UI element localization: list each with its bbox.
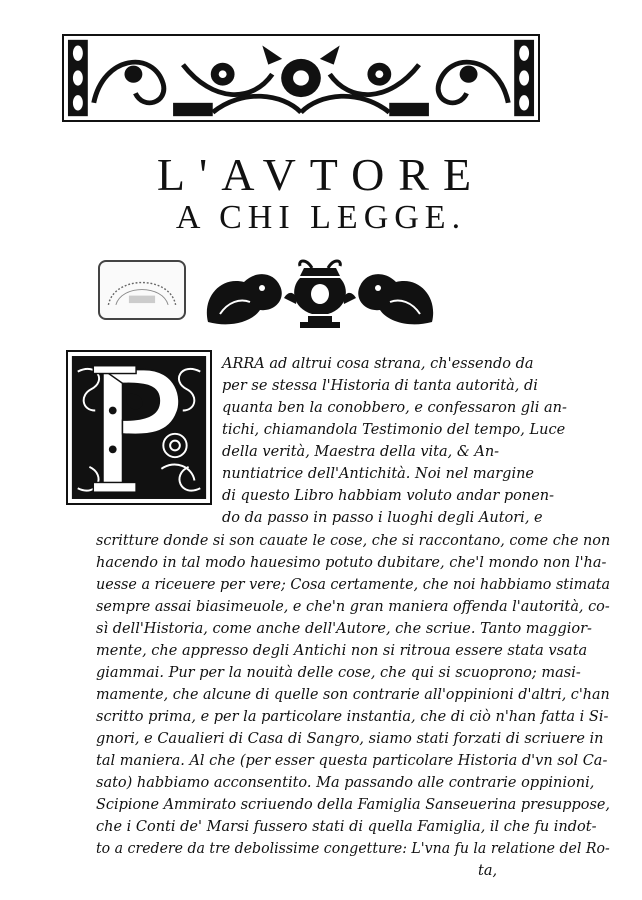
body-line: mente, che appresso degli Antichi non si ritroua essere stata vsata (96, 643, 588, 659)
page-subtitle: A CHI LEGGE. (175, 199, 467, 236)
body-line: sempre assai biasimeuole, e che'n gran maniera offenda l'autorità, co- (96, 599, 610, 615)
body-line: do da passo in passo i luoghi degli Autori, e (222, 510, 543, 526)
body-line: di questo Libro habbiam voluto andar ponen- (222, 488, 555, 504)
body-line: gnori, e Caualieri di Casa di Sangro, siamo stati forzati di scriuere in (96, 731, 604, 747)
body-line: scritture donde si son cauate le cose, che si raccontano, come che non (96, 533, 611, 549)
body-line: sato) habbiamo acconsentito. Ma passando alle contrarie oppinioni, (96, 775, 595, 791)
body-line: quanta ben la conobbero, e confessaron gli an- (222, 400, 567, 416)
body-line: tichi, chiamandola Testimonio del tempo, Luce (222, 422, 566, 438)
body-line: ARRA ad altrui cosa strana, ch'essendo da (222, 356, 534, 372)
urn-griffins-icon (200, 258, 440, 330)
body-line: per se stessa l'Historia di tanta autorità, di (222, 378, 538, 394)
decorated-initial (66, 350, 212, 505)
body-line: hacendo in tal modo hauesimo potuto dubitare, che'l mondo non l'ha- (96, 555, 607, 571)
ornamental-headpiece (62, 34, 540, 122)
library-stamp (98, 260, 186, 320)
library-stamp-icon (100, 262, 184, 318)
catchword: ta, (478, 863, 498, 879)
body-line: che i Conti de' Marsi fussero stati di quella Famiglia, il che fu indot- (96, 819, 597, 835)
body-line: uesse a riceuere per vere; Cosa certamente, che noi habbiamo stimata (96, 577, 611, 593)
body-line: sì dell'Historia, come anche dell'Autore, che scriue. Tanto maggior- (96, 621, 592, 637)
body-line: Scipione Ammirato scriuendo della Famiglia Sanseuerina presuppose, (96, 797, 610, 813)
body-line: scritto prima, e per la particolare instantia, che di ciò n'han fatta i Si- (96, 709, 609, 725)
body-line: tal maniera. Al che (per esser questa particolare Historia d'vn sol Ca- (96, 753, 608, 769)
vignette-ornament (200, 258, 440, 330)
headpiece-woodcut-icon (64, 36, 538, 120)
body-line: mamente, che alcune di quelle son contrarie all'oppinioni d'altri, c'han (96, 687, 610, 703)
body-line: nuntiatrice dell'Antichità. Noi nel margine (222, 466, 535, 482)
body-line: della verità, Maestra della vita, & An- (222, 444, 500, 460)
body-line: to a credere da tre debolissime congetture: L'vna fu la relatione del Ro- (96, 841, 610, 857)
initial-letter-p-icon (68, 352, 210, 503)
page-title: L'AVTORE (156, 149, 486, 200)
body-line: giammai. Pur per la nouità delle cose, che qui si scuoprono; masi- (96, 665, 581, 681)
